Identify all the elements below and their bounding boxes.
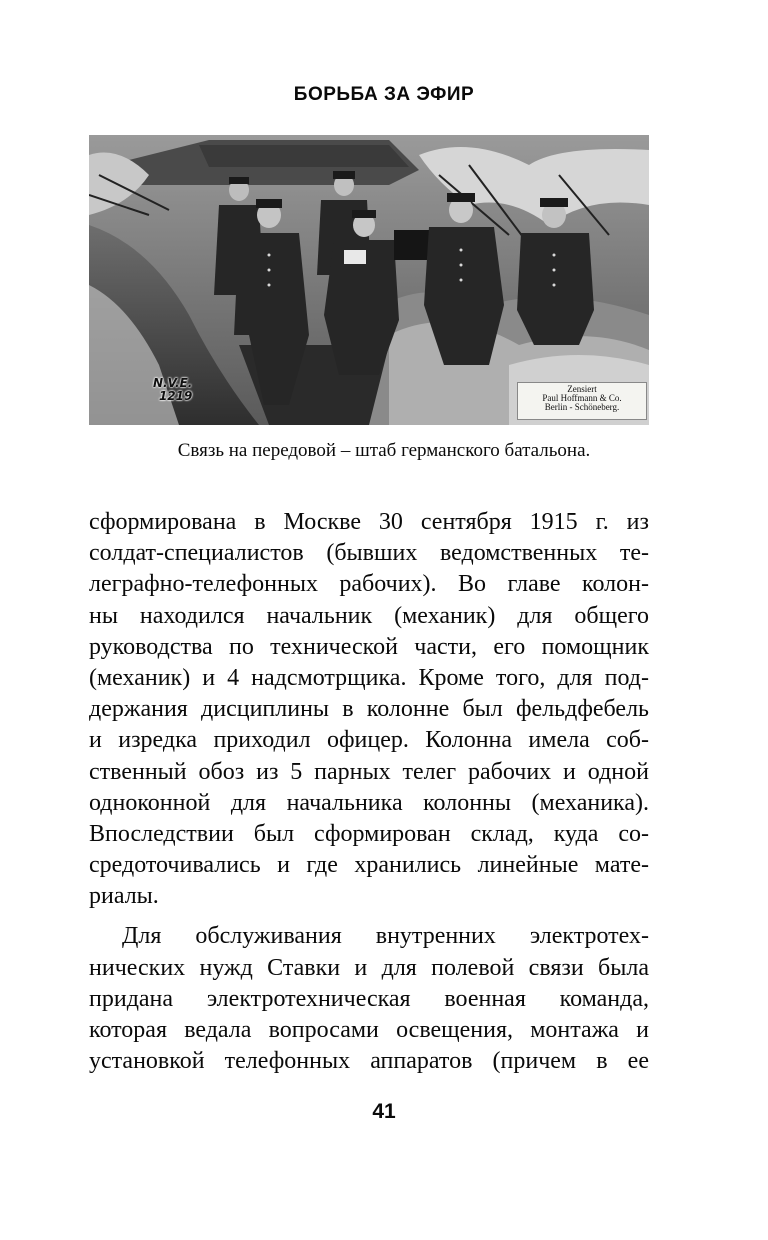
text-line: (механик) и 4 надсмотрщика. Кроме того, для под- [89,664,649,691]
text-line: ны находился начальник (механик) для общего [89,602,649,629]
text-line: руководства по технической части, его помощник [89,633,649,660]
paragraph [89,921,649,1077]
paragraph [89,507,649,912]
text-line: одноконной для начальника колонны (механика). [89,789,649,816]
censor-stamp-line: Zensiert [567,384,597,394]
text-line: Впоследствии был сформирован склад, куда со- [89,820,649,847]
text-line: держания дисциплины в колонне был фельдфебель [89,696,649,723]
text-line: установкой телефонных аппаратов (причем в ее [89,1048,649,1075]
text-line: ственный обоз из 5 парных телег рабочих и одной [89,758,649,785]
page-number: 41 [372,1100,396,1123]
text-line: сформирована в Москве 30 сентября 1915 г. из [89,509,649,535]
photo-stamp-number [153,377,192,403]
text-line: Для обслуживания внутренних электротех- [122,923,649,950]
stamp-left-line: N.V.E. [153,376,193,390]
text-line: средоточивались и где хранились линейные мате- [89,852,649,879]
text-line: придана электротехническая военная команда, [89,985,649,1012]
photo-censor-stamp [517,382,647,420]
text-line: и изредка приходил офицер. Колонна имела соб- [89,727,649,754]
text-line: которая ведала вопросами освещения, монтажа и [89,1017,649,1043]
running-title: БОРЬБА ЗА ЭФИР [293,84,475,105]
stamp-left-line: 1219 [158,389,193,403]
text-line: риалы. [89,883,159,910]
censor-stamp-line: Berlin - Schöneberg. [544,402,620,412]
censor-stamp-line: Paul Hoffmann & Co. [542,393,622,403]
text-line: солдат-специалистов (бывших ведомственных те- [89,540,649,567]
text-line: нических нужд Ставки и для полевой связи была [89,954,649,981]
trench-photo [89,135,649,425]
figure-caption: Связь на передовой – штаб германского батальона. [177,440,591,461]
body-text [89,507,649,1077]
text-line: леграфно-телефонных рабочих). Во главе колон- [89,571,649,598]
